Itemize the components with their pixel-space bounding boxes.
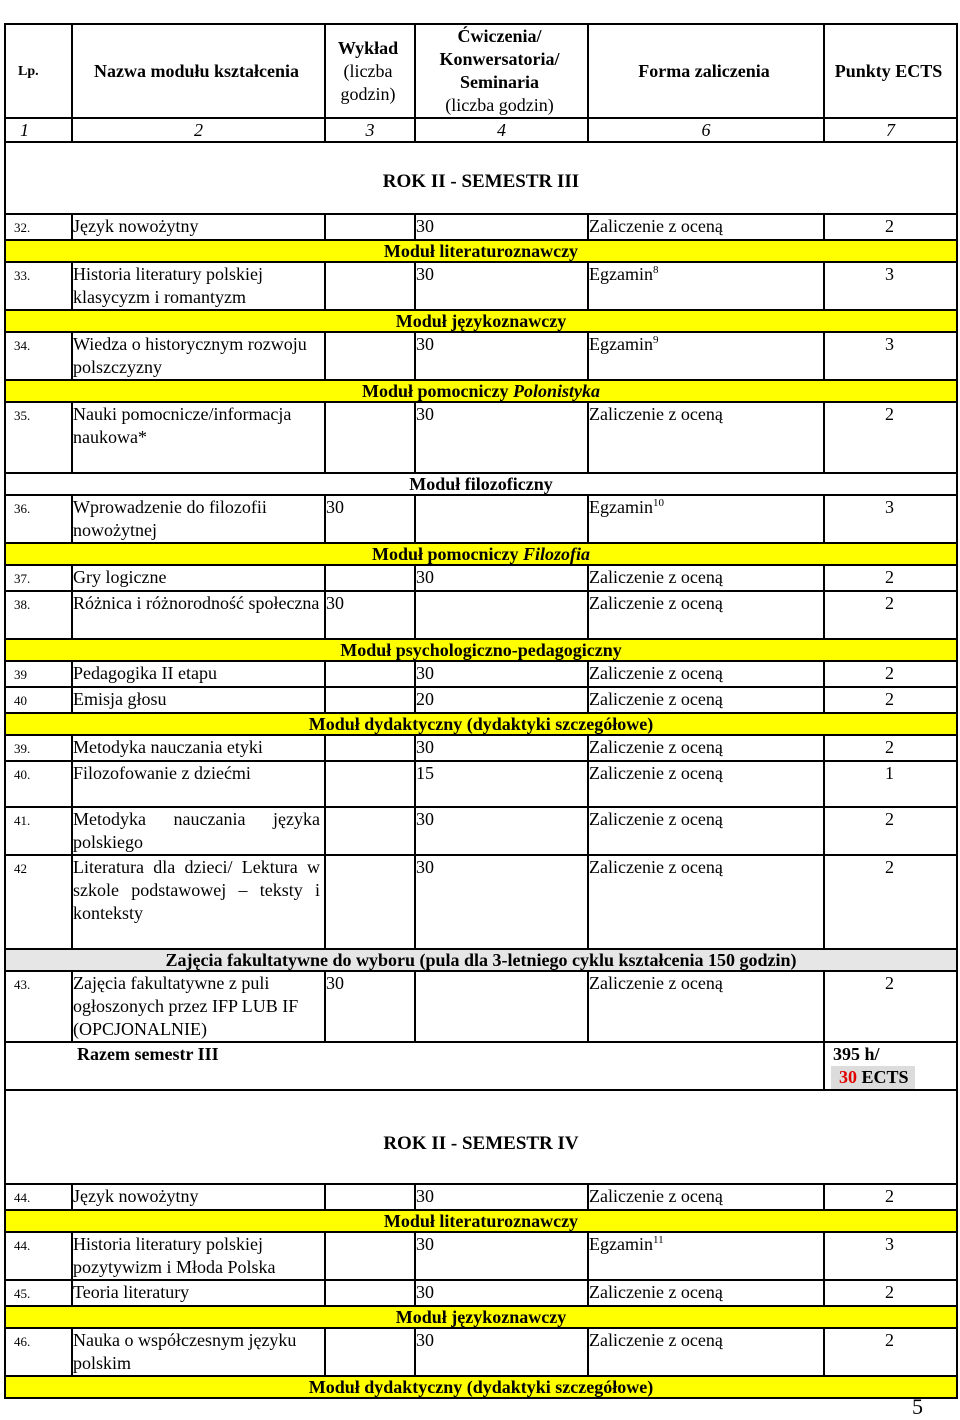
table-row: 32. Język nowożytny 30 Zaliczenie z oceną 2 (5, 214, 957, 240)
table-row: 44. Historia literatury polskiej pozytywizm i Młoda Polska 30 Egzamin$^{11}$ 3 (5, 1232, 957, 1280)
module-heading: Moduł pomocniczy Polonistyka (5, 380, 957, 402)
table-row: 34. Wiedza o historycznym rozwoju polszczyzny 30 Egzamin$^9$ 3 (5, 332, 957, 380)
header-lecture: Wykład (liczba godzin) (325, 24, 415, 118)
column-number: 6 (588, 118, 824, 142)
table-row: 44. Język nowożytny 30 Zaliczenie z oceną 2 (5, 1184, 957, 1210)
module-heading: Moduł dydaktyczny (dydaktyki szczegółowe) (5, 1376, 957, 1398)
module-heading: Moduł językoznawczy (5, 310, 957, 332)
module-heading: Moduł filozoficzny (5, 473, 957, 495)
table-row: 40 Emisja głosu 20 Zaliczenie z oceną 2 (5, 687, 957, 713)
header-exercises: Ćwiczenia/ Konwersatoria/ Seminaria (liczba godzin) (415, 24, 588, 118)
table-row: 46. Nauka o współczesnym języku polskim 30 Zaliczenie z oceną 2 (5, 1328, 957, 1376)
column-number-row (5, 118, 957, 142)
table-row: 36. Wprowadzenie do filozofii nowożytnej 30 Egzamin$^{10}$ 3 (5, 495, 957, 543)
header-row (5, 24, 957, 118)
table-row: 39. Metodyka nauczania etyki 30 Zaliczenie z oceną 2 (5, 735, 957, 761)
table-row: 45. Teoria literatury 30 Zaliczenie z oceną 2 (5, 1280, 957, 1306)
module-heading: Moduł literaturoznawczy (5, 1210, 957, 1232)
table-row: 41. Metodyka nauczania języka polskiego 30 Zaliczenie z oceną 2 (5, 807, 957, 855)
table-row: 39 Pedagogika II etapu 30 Zaliczenie z oceną 2 (5, 661, 957, 687)
header-module-name: Nazwa modułu kształcenia (72, 24, 325, 118)
semester-heading: ROK II - SEMESTR III (5, 142, 957, 214)
table-row: 43. Zajęcia fakultatywne z puli ogłoszonych przez IFP LUB IF (OPCJONALNIE) 30 Zaliczenie z oceną 2 (5, 971, 957, 1042)
table-row: 35. Nauki pomocnicze/informacja naukowa* 30 Zaliczenie z oceną 2 (5, 402, 957, 473)
table-row: 38. Różnica i różnorodność społeczna 30 Zaliczenie z oceną 2 (5, 591, 957, 639)
table-row: 37. Gry logiczne 30 Zaliczenie z oceną 2 (5, 565, 957, 591)
semester-heading: ROK II - SEMESTR IV (5, 1090, 957, 1184)
column-number: 4 (415, 118, 588, 142)
column-number: 7 (824, 118, 957, 142)
module-heading: Moduł pomocniczy Filozofia (5, 543, 957, 565)
module-heading: Moduł psychologiczno-pedagogiczny (5, 639, 957, 661)
table-row: 40. Filozofowanie z dziećmi 15 Zaliczenie z oceną 1 (5, 761, 957, 807)
module-heading: Zajęcia fakultatywne do wyboru (pula dla 3-letniego cyklu kształcenia 150 godzin) (5, 949, 957, 971)
column-number: 2 (72, 118, 325, 142)
module-heading: Moduł dydaktyczny (dydaktyki szczegółowe) (5, 713, 957, 735)
header-form: Forma zaliczenia (588, 24, 824, 118)
page-number: 5 (912, 1394, 923, 1419)
table-row: 42 Literatura dla dzieci/ Lektura w szkole podstawowej – teksty i konteksty 30 Zaliczenie z oceną 2 (5, 855, 957, 949)
curriculum-table (4, 23, 958, 1399)
column-number: 3 (325, 118, 415, 142)
column-number: 1 (5, 118, 72, 142)
header-lp: Lp. (5, 24, 72, 118)
header-ects: Punkty ECTS (824, 24, 957, 118)
table-row: 33. Historia literatury polskiej klasycyzm i romantyzm 30 Egzamin$^8$ 3 (5, 262, 957, 310)
module-heading: Moduł językoznawczy (5, 1306, 957, 1328)
semester-total-row: Razem semestr III 395 h/ 30 ECTS (5, 1042, 957, 1090)
module-heading: Moduł literaturoznawczy (5, 240, 957, 262)
